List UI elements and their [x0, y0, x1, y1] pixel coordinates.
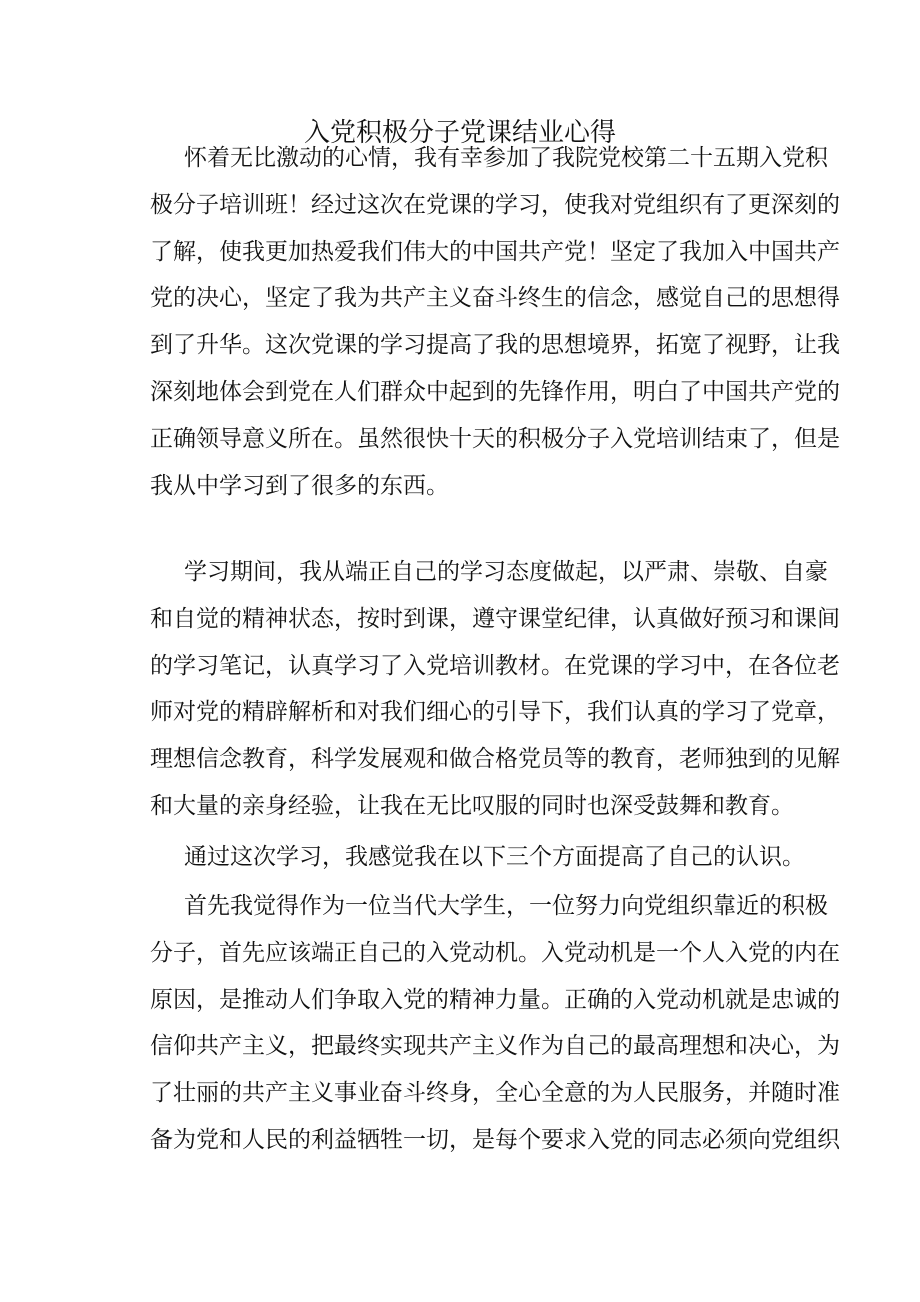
paragraph-1: [150, 135, 840, 509]
text-line: 到了升华。这次党课的学习提高了我的思想境界，拓宽了视野，让我: [150, 332, 840, 359]
document-title: 入党积极分子党课结业心得: [303, 118, 616, 148]
text-line: 理想信念教育，科学发展观和做合格党员等的教育，老师独到的见解: [150, 746, 840, 773]
text-line: 了壮丽的共产主义事业奋斗终身，全心全意的为人民服务，并随时准: [150, 1080, 840, 1107]
text-line: 极分子培训班！经过这次在党课的学习，使我对党组织有了更深刻的: [150, 191, 840, 218]
text-line: 分子，首先应该端正自己的入党动机。入党动机是一个人入党的内在: [150, 939, 840, 966]
paragraph-2: [150, 549, 840, 830]
text-line: 我从中学习到了很多的东西。: [150, 472, 449, 499]
text-line: 备为党和人民的利益牺牲一切，是每个要求入党的同志必须向党组织: [150, 1126, 840, 1153]
text-line: 师对党的精辟解析和对我们细心的引导下，我们认真的学习了党章，: [150, 699, 840, 726]
paragraph-4: [150, 883, 840, 1164]
text-line: 正确领导意义所在。虽然很快十天的积极分子入党培训结束了，但是: [150, 425, 840, 452]
text-line: 首先我觉得作为一位当代大学生，一位努力向党组织靠近的积极: [184, 893, 828, 919]
text-line: 和大量的亲身经验，让我在无比叹服的同时也深受鼓舞和教育。: [150, 792, 794, 819]
text-line: 怀着无比激动的心情，我有幸参加了我院党校第二十五期入党积: [184, 145, 828, 171]
text-line: 信仰共产主义，把最终实现共产主义作为自己的最高理想和决心，为: [150, 1033, 840, 1060]
text-line: 深刻地体会到党在人们群众中起到的先锋作用，明白了中国共产党的: [150, 378, 840, 405]
paragraph-3: [150, 834, 805, 881]
text-line: 通过这次学习，我感觉我在以下三个方面提高了自己的认识。: [184, 844, 805, 870]
text-line: 了解，使我更加热爱我们伟大的中国共产党！坚定了我加入中国共产: [150, 238, 840, 265]
text-line: 和自觉的精神状态，按时到课，遵守课堂纪律，认真做好预习和课间: [150, 605, 840, 632]
text-line: 党的决心，坚定了我为共产主义奋斗终生的信念，感觉自己的思想得: [150, 285, 840, 312]
text-line: 的学习笔记，认真学习了入党培训教材。在党课的学习中，在各位老: [150, 652, 840, 679]
text-line: 原因，是推动人们争取入党的精神力量。正确的入党动机就是忠诚的: [150, 986, 840, 1013]
text-line: 学习期间，我从端正自己的学习态度做起，以严肃、崇敬、自豪: [184, 559, 828, 585]
